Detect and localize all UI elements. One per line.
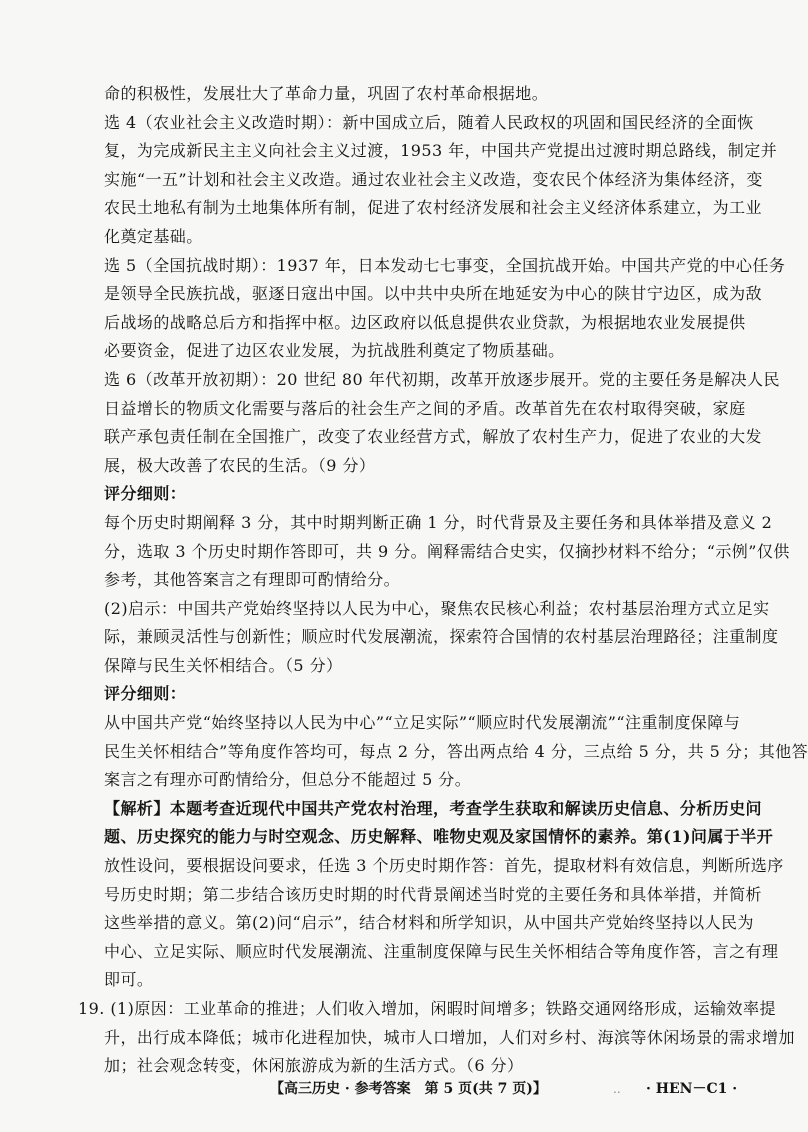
analysis-line: 题、历史探究的能力与时空观念、历史解释、唯物史观及家国情怀的素养。第(1)问属于半开 — [104, 827, 774, 847]
text-line: 选 4（农业社会主义改造时期）：新中国成立后，随着人民政权的巩固和国民经济的全面恢 — [104, 112, 754, 132]
text-line: 是领导全民族抗战，驱逐日寇出中国。以中共中央所在地延安为中心的陕甘宁边区，成为敌 — [104, 284, 763, 304]
text-line: 分，选取 3 个历史时期作答即可，共 9 分。阐释需结合史实，仅摘抄材料不给分；“示例”仅供 — [104, 541, 790, 561]
text-line: 展，极大改善了农民的生活。（9 分） — [104, 455, 376, 475]
text-line: 参考，其他答案言之有理即可酌情给分。 — [104, 570, 401, 590]
page-footer — [0, 1078, 800, 1102]
text-line: 这些举措的意义。第(2)问“启示”，结合材料和所学知识，从中国共产党始终坚持以人民为 — [104, 913, 754, 933]
text-line: 升，出行成本降低；城市化进程加快，城市人口增加，人们对乡村、海滨等休闲场景的需求增加 — [104, 1027, 795, 1047]
text-line: 化奠定基础。 — [104, 226, 203, 246]
text-line: 即可。 — [104, 970, 154, 990]
text-line: 实施“一五”计划和社会主义改造。通过农业社会主义改造，变农民个体经济为集体经济，变 — [104, 169, 763, 189]
text-line: 日益增长的物质文化需要与落后的社会生产之间的矛盾。改革首先在农村取得突破，家庭 — [104, 398, 746, 418]
text-line: 联产承包责任制在全国推广，改变了农业经营方式，解放了农村生产力，促进了农业的大发 — [104, 427, 763, 447]
scoring-heading: 评分细则： — [104, 684, 187, 704]
text-line: 际，兼顾灵活性与创新性；顺应时代发展潮流，探索符合国情的农村基层治理路径；注重制度 — [104, 627, 779, 647]
footer-mark: .. — [613, 1082, 621, 1096]
text-line: 号历史时期；第二步结合该历史时期的时代背景阐述当时党的主要任务和具体举措，并简析 — [104, 884, 763, 904]
text-line: 民生关怀相结合”等角度作答均可，每点 2 分，答出两点给 4 分，三点给 5 分，共 5 分；其他答 — [104, 741, 808, 761]
answer-text — [78, 80, 808, 1081]
text-line: 加；社会观念转变，休闲旅游成为新的生活方式。（6 分） — [104, 1056, 524, 1076]
text-line: 中心、立足实际、顺应时代发展潮流、注重制度保障与民生关怀相结合等角度作答，言之有理 — [104, 941, 779, 961]
text-line: 每个历史时期阐释 3 分，其中时期判断正确 1 分，时代背景及主要任务和具体举措及意义 2 — [104, 512, 773, 532]
text-line: 案言之有理亦可酌情给分，但总分不能超过 5 分。 — [104, 770, 472, 790]
text-line: 从中国共产党“始终坚持以人民为中心”“立足实际”“顺应时代发展潮流”“注重制度保障与 — [104, 713, 741, 733]
text-line: 选 5（全国抗战时期）：1937 年，日本发动七七事变，全国抗战开始。中国共产党的中心任务 — [104, 255, 786, 275]
footer-code: · HEN－C1 · — [646, 1081, 738, 1097]
text-line: 保障与民生关怀相结合。（5 分） — [104, 655, 343, 675]
text-line: 命的积极性，发展壮大了革命力量，巩固了农村革命根据地。 — [104, 84, 549, 103]
footer-title: 【高三历史 · 参考答案 第 5 页(共 7 页)】 — [270, 1081, 547, 1097]
question-19-line: 19. (1)原因：工业革命的推进；人们收入增加，闲暇时间增多；铁路交通网络形成，运输效率提 — [78, 999, 776, 1018]
text-line: 必要资金，促进了边区农业发展，为抗战胜利奠定了物质基础。 — [104, 341, 565, 361]
text-line: 农民土地私有制为土地集体所有制，促进了农村经济发展和社会主义经济体系建立，为工业 — [104, 198, 763, 218]
text-line: 后战场的战略总后方和指挥中枢。边区政府以低息提供农业贷款，为根据地农业发展提供 — [104, 312, 746, 332]
text-line: (2)启示：中国共产党始终坚持以人民为中心，聚焦农民核心利益；农村基层治理方式立足实 — [104, 598, 770, 618]
analysis-line: 【解析】本题考查近现代中国共产党农村治理，考查学生获取和解读历史信息、分析历史问 — [104, 798, 763, 818]
text-line: 选 6（改革开放初期）：20 世纪 80 年代初期，改革开放逐步展开。党的主要任务是解决人民 — [104, 369, 780, 389]
scoring-heading: 评分细则： — [104, 484, 187, 504]
text-line: 复，为完成新民主主义向社会主义过渡，1953 年，中国共产党提出过渡时期总路线，制定并 — [104, 141, 778, 161]
text-line: 放性设问，要根据设问要求，任选 3 个历史时期作答：首先，提取材料有效信息，判断所选序 — [104, 856, 784, 876]
